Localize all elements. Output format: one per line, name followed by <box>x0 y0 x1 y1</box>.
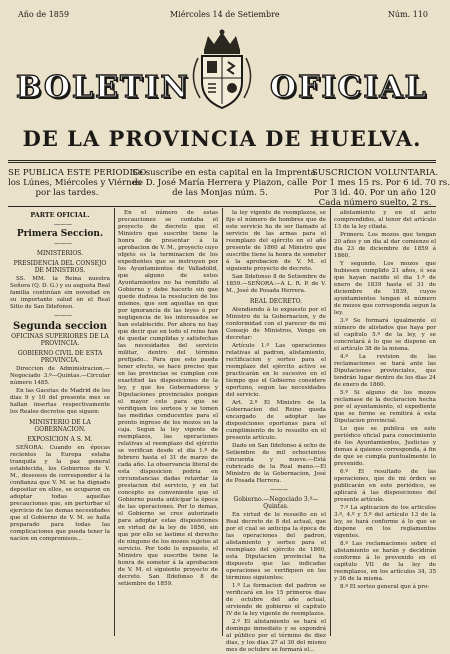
paragraph: Y segundo. Los mozos que hubiesen cumplido 21 años, ó sea que hayan nacido el dia 1.º de enero de 1839 hasta el 31 de diciembre de 1839, cuyos ayuntamientos tengan el número de mozos que corresponda segun la ley. <box>334 261 436 316</box>
info-line: de las Monjas núm. 5. <box>172 188 268 198</box>
paragraph: 4.º La revision de las reclamaciones se hará ante las Diputaciones provinciales, que tendrán lugar dentro de los dias 24 de enero de 1860. <box>334 354 436 388</box>
paragraph: 6.º El resultado de las operaciones, que de mi órden se publicarán en este periódico, se aplicará á las disposiciones del presente artículo. <box>334 469 436 503</box>
divider <box>8 160 436 161</box>
offices-heading: OFICINAS SUPERIORES DE LA PROVINCIA. <box>11 333 109 347</box>
masthead-subtitle: DE LA PROVINCIA DE HUELVA. <box>22 126 422 151</box>
paragraph: San Ildefonso 8 de Setiembre de 1859.—SEÑORA.—A L. R. P. de V. M., José de Posada Herrera. <box>226 274 326 294</box>
paragraph: En el número de estas precauciones se contaba el proyecto de decreto que el Ministro que suscribe tiene la honra de presentar á la aprobacion de V. M., proyecto cuyo objeto es la terminacion de los expedientes que se instruyen por los Ayuntamientos de Valladolid, que alguno de estos Ayuntamientos no ha remitido al Gobierno y debe hacerlo sin que quede dudosa la resolucion de los mismos, que son aquellas en que por ignorancia de las leyes ó por negligencia de los interesados se han establecido. Por ahora no hay que decir que en todo el reino han de quedar cumplidas y satisfechas las necesidades del servicio militar, dentro del término prefijado... Para que esto pueda tener efecto, se hace preciso que en las provincias se cumplan con exactitud las disposiciones de la ley, y que los Gobernadores y Diputaciones provinciales pongan el mayor celo para que se verifiquen los sorteos y se tomen las medidas conducentes para el pronto ingreso de los mozos en la caja. Segun la ley vigente de reemplazos, las operaciones relativas al reemplazo del ejército se verifican desde el dia 1.º de febrero hasta el 31 de marzo de cada año. La observancia literal de esta disposicion podria en circunstancias dadas retardar la prestacion del servicio, y en tal concepto es conveniente que el Gobierno pueda anticipar la época de las operaciones. Por lo demas, el Gobierno se cree autorizado para adoptar estas disposiciones en virtud de la ley de 1856, sin que por ello se lastime el derecho de ninguno de los mozos sujetos al servicio. Por todo lo expuesto, el Ministro que suscribe tiene la honra de someter á la aprobacion de V. M. el siguiente proyecto de decreto. San Ildefonso 8 de setiembre de 1859. <box>118 210 218 587</box>
column-divider <box>114 208 115 636</box>
paragraph: En las Gacetas de Madrid de los dias 9 y 10 del presente mes se hallan insertas respectivamente los Reales decretos que siguen: <box>10 388 110 415</box>
paragraph: 5.º Si alguno de los mozos reclamase de la declaracion hecha por el ayuntamiento, el expediente que se forme se remitirá á esta Diputacion provincial. <box>334 390 436 424</box>
info-line: Por 3 id. 40. Por un año 120 <box>314 188 436 198</box>
presidency-heading: PRESIDENCIA DEL CONSEJO DE MINISTROS. <box>13 260 107 274</box>
divider: ——— <box>54 312 72 319</box>
paragraph: En virtud de lo resuelto en el Real decreto de 8 del actual, que por el cual se anticipa la época de las operaciones del padron, alistamiento y sorteo para el reemplazo del ejército de 1860, esta Diputacion provincial ha dispuesto que las indicadas operaciones se verifiquen en los términos siguientes: <box>226 512 326 581</box>
divider: ——— <box>54 221 72 228</box>
paragraph: SEÑORA: Cuando en épocas recientes la Europa estaba tranquila y la paz general establecida, los Gobiernos de V. M., deseosos de corresponder á la confianza que V. M. se ha dignado depositar en ellos, se ocuparon en adoptar todas aquellas precauciones que, sin perturbar el ejercicio de las demas necesidades que el Gobierno de V. M. se halla preparado para todas las complicaciones que pueda tener la nacion en compromisos... <box>10 445 110 542</box>
exposition-heading: EXPOSICION A S. M. <box>27 436 93 443</box>
paragraph: Lo que se publica en este periódico oficial para conocimiento de los Ayuntamientos, Justicias y demas á quienes corresponda, á fin de que se cumpla puntualmente lo prevenido. <box>334 426 436 467</box>
paragraph: 7.º La aplicacion de los articulos 3.º, 4.º y 5.º del artículo 13 de la ley, se hará conforme á lo que se dispone en los reglamentos vigentes. <box>334 505 436 539</box>
info-line: de D. José María Herrera y Piazon, calle <box>132 178 308 188</box>
header-number: Núm. 110 <box>387 10 428 19</box>
paragraph: 3.º Se formará igualmente el número de alistados que haya por el capitulo 5.º de la ley, y se concretará á lo que se dispone en el artículo 38 de la misma. <box>334 318 436 352</box>
column-2 <box>118 210 218 634</box>
paragraph: Direccion de Administracion.—Negociado 3.º—Quintas.—Circular número 1485. <box>10 366 110 386</box>
masthead-word-left: BOLETIN <box>16 70 190 105</box>
part-heading: PARTE OFICIAL. <box>30 211 90 219</box>
section-heading: Primera Seccion. <box>16 229 104 239</box>
government-heading: GOBIERNO CIVIL DE ESTA PROVINCIA. <box>17 350 103 364</box>
column-divider <box>330 208 331 636</box>
divider <box>8 206 436 207</box>
info-line: SUSCRICION VOLUNTARIA. <box>312 168 439 178</box>
paragraph: Atendiendo á lo expuesto por el Ministro de la Gobernacion, y de conformidad con el parecer de mi Consejo de Ministros, Vengo en decretar: <box>226 307 326 341</box>
info-line: Por 1 mes 15 rs. Por 6 id. 70 rs. <box>312 178 450 188</box>
info-subscription-place <box>132 168 316 198</box>
info-line: SE PUBLICA ESTE PERIODICO <box>8 168 147 178</box>
paragraph: 2.º El alistamiento se hará el domingo inmediato y se expondrá al público por el término de diez dias, y los dias 27 al 30 del mismo mes de octubre se formará el... <box>226 619 326 653</box>
info-line: por las tardes. <box>35 188 99 198</box>
info-line: los Lúnes, Miércoles y Viérnes <box>8 178 142 188</box>
info-line: Cada número suelto, 2 rs. <box>318 198 432 208</box>
section-heading: Segunda seccion <box>13 321 107 332</box>
header-line <box>12 10 432 20</box>
paragraph: Dado en San Ildefonso á ocho de Setiembre de mil ochocientos cincuenta y nueve.—Está rubricado de la Real mano.—El Ministro de la Gobernacion, José de Posada Herrera. <box>226 443 326 484</box>
header-date: Miércoles 14 de Setiembre <box>170 10 280 19</box>
paragraph: 8.º Las reclamaciones sobre el alistamiento se harán y decidirán conforme á lo prevenido en el capitulo VII de la ley de reemplazos, en los artículos 34, 35 y 36 de la misma. <box>334 541 436 582</box>
paragraph: Artículo 1.º Las operaciones relativas al padron, alistamiento, rectificacion y sorteo para el reemplazo del ejército activo se practicarán en lo sucesivo en el tiempo que el Gobierno considere oportuno, segun las necesidades del servicio. <box>226 343 326 398</box>
info-line: Se suscribe en esta capital en la Imprenta <box>132 168 316 178</box>
divider: ——— <box>270 486 288 493</box>
column-1 <box>10 210 110 634</box>
government-heading: Gobierno.—Negociado 3.º—Quintas. <box>233 496 319 510</box>
masthead-word-right: OFICIAL <box>270 70 428 105</box>
paragraph: Primero. Los mozos que tengan 20 años y un dia al dar comienzo el dia 23 de diciembre de 1859 á 1860. <box>334 232 436 259</box>
column-4 <box>334 210 436 634</box>
header-year: Año de 1859 <box>18 10 70 19</box>
paragraph: 1.º La formacion del padron se verificará en los 15 primeros dias de octubre del año actual, sirviendo de gobierno el capitulo IV de la ley vigente de reemplazos. <box>226 583 326 617</box>
column-3 <box>226 210 326 653</box>
paragraph: la ley vigente de reemplazos, se fije el número de hombres que de este servicio ha de ser llamado al servicio de las armas para el reemplazo del ejército en el año presente de 1860 al Ministro que suscribe tiene la honra de someter á la aprobacion de V. M. el siguiente proyecto de decreto. <box>226 210 326 272</box>
paragraph: alistamiento y en el acto comprendidos, al tenor del artículo 13 de la ley citada. <box>334 210 436 230</box>
paragraph: SS. MM. la Reina nuestra Señora (Q. D. G.) y su augusta Real familia continúan sin novedad en su importante salud en el Real Sitio de San Ildefonso. <box>10 276 110 310</box>
decree-heading: REAL DECRETO. <box>249 298 303 305</box>
ministry-heading: MINISTERIO DE LA GOBERNACION. <box>29 419 91 433</box>
info-subscription-prices <box>312 168 450 208</box>
paragraph: 8.º El sorteo general que á pro- <box>340 584 430 590</box>
divider <box>8 162 436 163</box>
ministries-heading: MINISTERIOS. <box>36 250 84 257</box>
divider: ——— <box>54 240 72 247</box>
coat-of-arms-icon <box>186 28 258 112</box>
paragraph: Art. 2.º El Ministro de la Gobernacion del Reino queda encargado de adoptar las disposiciones oportunas para el cumplimiento de lo resuelto en el presente artículo. <box>226 400 326 441</box>
info-publication <box>8 168 147 198</box>
column-divider <box>222 208 223 636</box>
